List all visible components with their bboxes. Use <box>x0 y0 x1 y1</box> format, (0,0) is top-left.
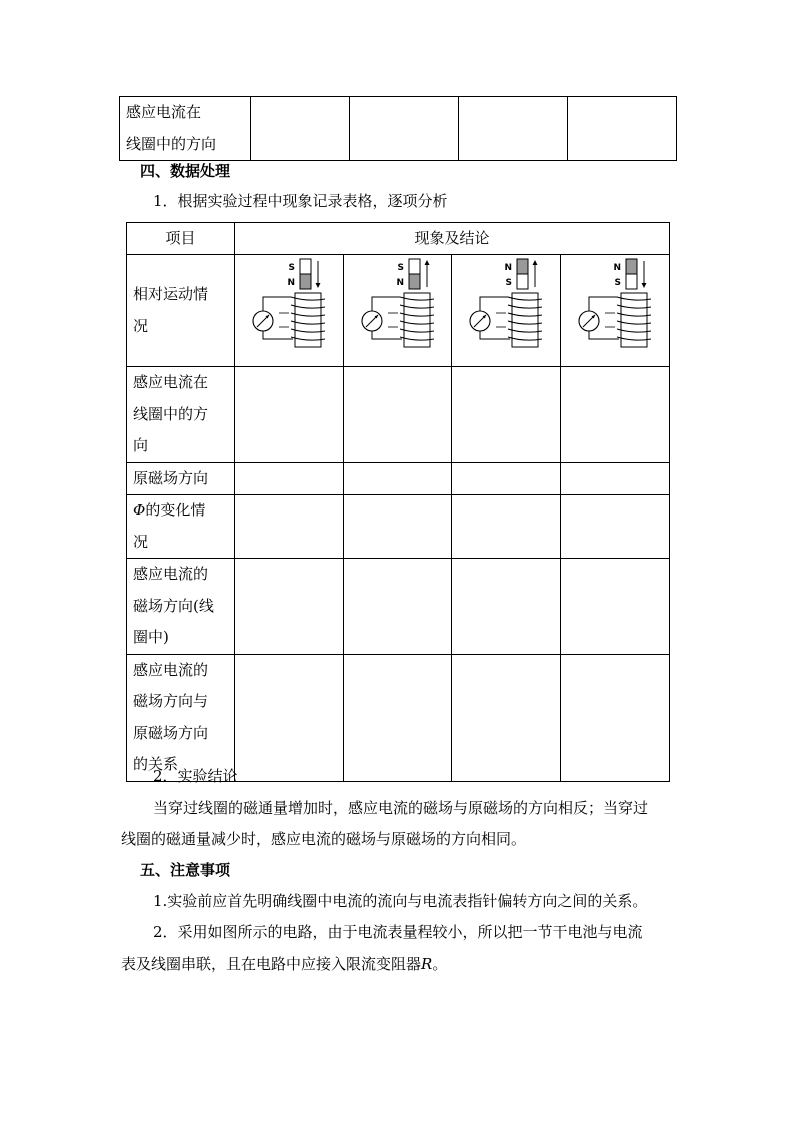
note-2-line-2 <box>121 953 447 974</box>
motion-arrow-head <box>533 260 538 265</box>
wire-top <box>372 297 400 312</box>
magnet-bottom-half <box>517 274 528 289</box>
magnet-top-half <box>300 259 311 274</box>
data-analysis-table <box>126 222 670 782</box>
header-item: 项目 <box>127 223 235 255</box>
wire-top <box>480 297 508 312</box>
flux-symbol: Φ <box>133 501 146 519</box>
empty-cell <box>561 654 670 781</box>
wire-bottom <box>372 330 402 339</box>
wire-top <box>589 297 617 312</box>
magnet-coil-diagram <box>241 255 337 355</box>
magnet-bottom-half <box>626 274 637 289</box>
wire-top <box>263 297 291 312</box>
previous-record-table <box>119 96 677 161</box>
conclusion-line-2: 线圈的磁通量减少时，感应电流的磁场与原磁场的方向相同。 <box>121 830 527 848</box>
empty-cell <box>344 654 452 781</box>
pole-label-bottom: S <box>505 278 512 288</box>
empty-cell <box>344 367 452 463</box>
magnet-top-half <box>626 259 637 274</box>
resistor-symbol: R <box>421 955 433 973</box>
conclusion-line-1: 当穿过线圈的磁通量增加时，感应电流的磁场与原磁场的方向相反；当穿过 <box>153 799 649 817</box>
row-label-field-relation <box>127 654 235 781</box>
pole-label-top: N <box>613 263 621 273</box>
conclusion-heading: 2．实验结论 <box>153 767 238 785</box>
wire-bottom <box>480 330 510 339</box>
section-5-heading: 五、注意事项 <box>140 861 231 879</box>
row-label-text: 感应电流在 线圈中的方 向 <box>133 373 209 454</box>
empty-cell <box>561 462 670 495</box>
magnet-bottom-half <box>300 274 311 289</box>
pole-label-bottom: N <box>287 278 295 288</box>
pole-label-top: S <box>397 263 404 273</box>
empty-cell <box>235 559 344 655</box>
motion-arrow-head <box>642 283 647 288</box>
empty-cell <box>452 495 561 559</box>
row-label-text: 感应电流的 磁场方向与 原磁场方向 的关系 <box>133 660 209 773</box>
empty-cell <box>251 97 350 161</box>
row-label-rest: 的变化情 况 <box>133 501 206 551</box>
row-label-flux-change <box>127 495 235 559</box>
wire-bottom <box>589 330 619 339</box>
empty-cell <box>561 559 670 655</box>
note-1: 1.实验前应首先明确线圈中电流的流向与电流表指针偏转方向之间的关系。 <box>153 892 648 910</box>
empty-cell <box>344 462 452 495</box>
empty-cell <box>235 367 344 463</box>
magnet-top-half <box>517 259 528 274</box>
empty-cell <box>561 495 670 559</box>
empty-cell <box>344 559 452 655</box>
empty-cell <box>452 654 561 781</box>
row-label-original-field <box>127 462 235 495</box>
empty-cell <box>235 495 344 559</box>
diagram-cell <box>344 255 452 367</box>
section-4-heading: 四、数据处理 <box>140 162 231 180</box>
pole-label-top: S <box>288 263 295 273</box>
note-2-line-1: 2．采用如图所示的电路，由于电流表量程较小，所以把一节干电池与电流 <box>153 923 643 941</box>
empty-cell <box>344 495 452 559</box>
row-label-text: 感应电流的 磁场方向(线 圈中) <box>133 565 214 646</box>
row-label-induced-field <box>127 559 235 655</box>
magnet-top-half <box>409 259 420 274</box>
empty-cell <box>452 367 561 463</box>
row-label-text: 感应电流在 线圈中的方向 <box>126 103 217 153</box>
empty-cell <box>459 97 568 161</box>
section-4-item-1: 1．根据实验过程中现象记录表格，逐项分析 <box>153 192 448 210</box>
pole-label-top: N <box>504 263 512 273</box>
diagram-cell <box>561 255 670 367</box>
row-label-text <box>133 501 205 551</box>
diagram-cell <box>235 255 344 367</box>
pole-label-bottom: S <box>614 278 621 288</box>
magnet-coil-diagram <box>458 255 554 355</box>
empty-cell <box>452 559 561 655</box>
empty-cell <box>235 462 344 495</box>
pole-label-bottom: N <box>396 278 404 288</box>
diagram-cell <box>452 255 561 367</box>
row-label-current-direction <box>120 97 251 161</box>
empty-cell <box>561 367 670 463</box>
empty-cell <box>568 97 677 161</box>
magnet-coil-diagram <box>350 255 446 355</box>
magnet-coil-diagram <box>567 255 663 355</box>
note-2-text: 表及线圈串联，且在电路中应接入限流变阻器 <box>121 955 422 973</box>
motion-arrow-head <box>316 283 321 288</box>
header-result: 现象及结论 <box>235 223 670 255</box>
magnet-bottom-half <box>409 274 420 289</box>
motion-arrow-head <box>425 260 430 265</box>
row-label-text: 原磁场方向 <box>133 468 209 487</box>
note-2-end: 。 <box>432 955 448 973</box>
empty-cell <box>350 97 459 161</box>
row-label-current-in-coil <box>127 367 235 463</box>
empty-cell <box>235 654 344 781</box>
row-label-relative-motion <box>127 255 235 367</box>
row-label-text: 相对运动情 况 <box>133 285 209 335</box>
wire-bottom <box>263 330 293 339</box>
empty-cell <box>452 462 561 495</box>
